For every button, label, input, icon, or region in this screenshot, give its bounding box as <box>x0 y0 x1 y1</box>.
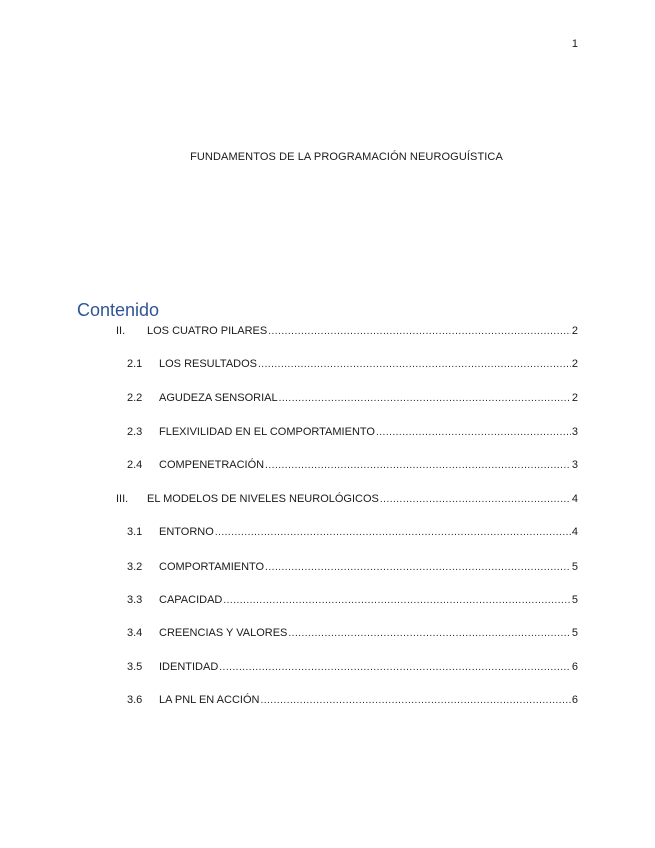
toc-entry[interactable] <box>127 425 578 439</box>
toc-entry-number: 3.3 <box>127 594 143 606</box>
toc-entry-title: FLEXIVILIDAD EN EL COMPORTAMIENTO <box>159 426 375 438</box>
toc-entry-title: ENTORNO <box>159 526 214 538</box>
toc-entry[interactable] <box>127 391 578 405</box>
toc-entry-number: 3.5 <box>127 661 143 673</box>
toc-entry-title: COMPENETRACIÓN <box>159 459 265 471</box>
toc-dot-leader <box>219 661 571 675</box>
page-number: 1 <box>571 38 578 50</box>
toc-entry-number: III. <box>116 493 129 505</box>
toc-entry[interactable] <box>116 324 578 338</box>
toc-dot-leader <box>258 358 571 372</box>
toc-entry[interactable] <box>127 626 578 640</box>
toc-entry-title: AGUDEZA SENSORIAL <box>159 392 278 404</box>
toc-entry-title: CAPACIDAD <box>159 594 223 606</box>
toc-dot-leader <box>265 459 571 473</box>
toc-dot-leader <box>380 493 571 507</box>
toc-entry-title: IDENTIDAD <box>159 661 219 673</box>
toc-entry-number: 3.6 <box>127 694 143 706</box>
toc-dot-leader <box>265 561 571 575</box>
toc-entry-number: 3.4 <box>127 627 143 639</box>
toc-entry-title: CREENCIAS Y VALORES <box>159 627 288 639</box>
toc-dot-leader <box>215 526 571 540</box>
toc-entry-page: 3 <box>571 426 578 438</box>
toc-entry[interactable] <box>116 492 578 506</box>
toc-dot-leader <box>268 325 571 339</box>
toc-dot-leader <box>376 426 571 440</box>
toc-entry-page: 5 <box>571 594 578 606</box>
toc-entry[interactable] <box>127 357 578 371</box>
toc-entry-page: 6 <box>571 661 578 673</box>
toc-entry-page: 5 <box>571 561 578 573</box>
toc-entry-number: 2.4 <box>127 459 143 471</box>
toc-entry-number: 2.2 <box>127 392 143 404</box>
toc-dot-leader <box>260 694 570 708</box>
toc-entry-title: LA PNL EN ACCIÓN <box>159 694 260 706</box>
toc-entry-page: 2 <box>571 392 578 404</box>
toc-entry[interactable] <box>127 693 578 707</box>
toc-entry-number: 3.1 <box>127 526 143 538</box>
toc-entry-number: 3.2 <box>127 561 143 573</box>
toc-entry[interactable] <box>127 525 578 539</box>
toc-entry-title: LOS RESULTADOS <box>159 358 258 370</box>
toc-dot-leader <box>223 594 571 608</box>
toc-entry-page: 3 <box>571 459 578 471</box>
toc-entry-page: 2 <box>571 325 578 337</box>
toc-dot-leader <box>288 627 570 641</box>
toc-entry-page: 6 <box>571 694 578 706</box>
toc-entry-number: 2.1 <box>127 358 143 370</box>
toc-entry-page: 2 <box>571 358 578 370</box>
toc-entry-title: COMPORTAMIENTO <box>159 561 265 573</box>
toc-entry[interactable] <box>127 660 578 674</box>
toc-entry-title: LOS CUATRO PILARES <box>147 325 268 337</box>
document-title: FUNDAMENTOS DE LA PROGRAMACIÓN NEUROGUÍSTICA <box>190 151 503 163</box>
toc-heading: Contenido <box>77 300 160 320</box>
toc-entry[interactable] <box>127 593 578 607</box>
toc-entry-page: 4 <box>571 493 578 505</box>
toc-entry-title: EL MODELOS DE NIVELES NEUROLÓGICOS <box>147 493 379 505</box>
toc-dot-leader <box>279 392 571 406</box>
toc-entry-page: 5 <box>571 627 578 639</box>
toc-entry-number: 2.3 <box>127 426 143 438</box>
toc-entry[interactable] <box>127 560 578 574</box>
toc-entry-page: 4 <box>571 526 578 538</box>
toc-entry[interactable] <box>127 458 578 472</box>
toc-entry-number: II. <box>116 325 126 337</box>
